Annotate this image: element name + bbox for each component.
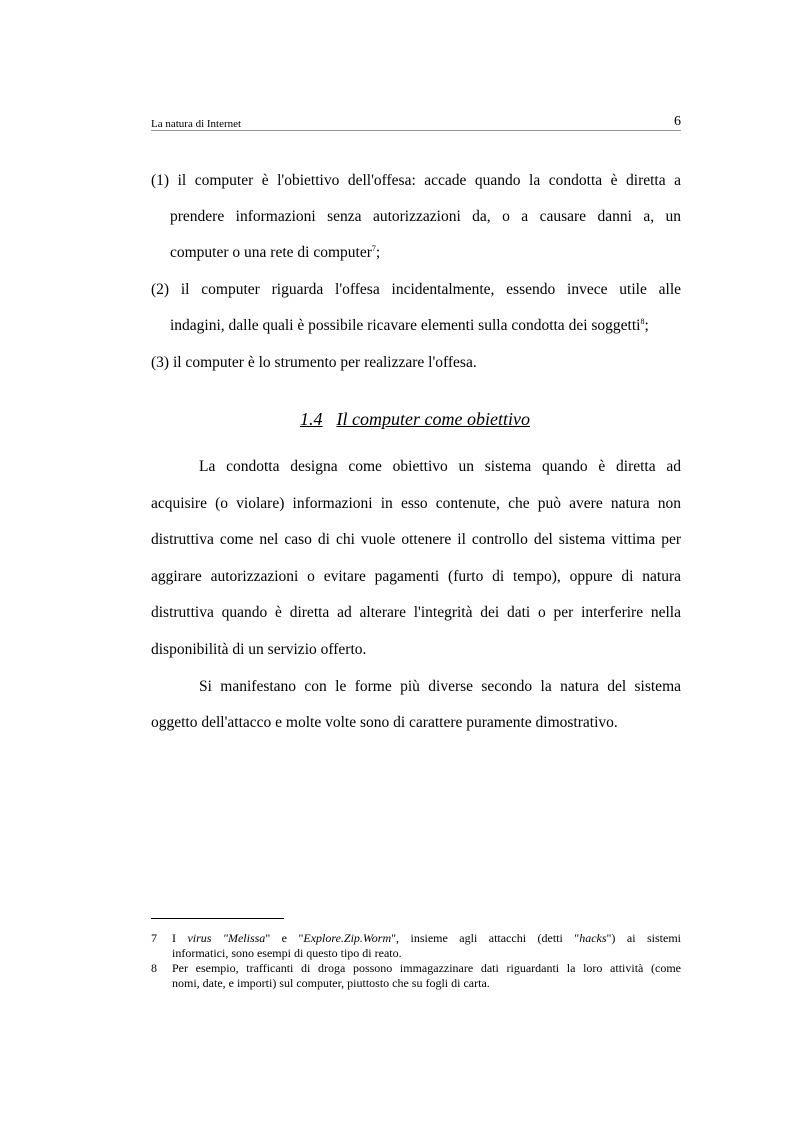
list-item-1-line-1: (1) il computer è l'obiettivo dell'offesa: accade quando la condotta è diretta a [151,172,681,189]
paragraph-1-line-4: aggirare autorizzazioni o evitare pagamenti (furto di tempo), oppure di natura [151,568,681,585]
paragraph-1-line-5: distruttiva quando è diretta ad alterare l'integrità dei dati o per interferire nella [151,604,681,621]
fn7-seg-a: I [172,931,188,945]
paragraph-1-line-6: disponibilità di un servizio offerto. [151,641,367,658]
paragraph-1-line-1-text: La condotta designa come obiettivo un sistema quando è diretta ad [199,458,681,475]
list-item-1-text: computer o una rete di computer [170,244,372,261]
section-number: 1.4 [300,409,323,429]
footnote-7-line-2: informatici, sono esempi di questo tipo di reato. [172,946,402,960]
fn7-virus: virus [187,931,212,945]
list-item-2-tail: ; [644,317,649,334]
list-item-2-line-1: (2) il computer riguarda l'offesa incidentalmente, essendo invece utile alle [151,281,681,298]
list-item-2-line-2 [170,316,681,336]
list-item-1-line-3 [170,243,681,263]
footnote-rule [151,918,284,919]
footnote-8-line-1: Per esempio, trafficanti di droga possono immagazzinare dati riguardanti la loro attività (come [172,961,681,975]
footnote-7-mark: 7 [151,931,157,945]
fn7-seg-e: ") ai sistemi [606,931,682,945]
page-number: 6 [674,114,681,129]
paragraph-1-line-3: distruttiva come nel caso di chi vuole ottenere il controllo del sistema vittima per [151,531,681,548]
paragraph-2-line-2: oggetto dell'attacco e molte volte sono di carattere puramente dimostrativo. [151,714,618,731]
section-heading [300,409,530,430]
fn7-seg-b: " [211,931,228,945]
paragraph-2-line-1-text: Si manifestano con le forme più diverse secondo la natura del sistema [199,678,681,695]
paragraph-1-line-2: acquisire (o violare) informazioni in esso contenute, che può avere natura non [151,495,681,512]
fn7-seg-c: " e " [265,931,304,945]
fn7-seg-d: ", insieme agli attacchi (detti " [391,931,580,945]
footnote-ref-8[interactable]: 8 [640,317,645,326]
footnote-ref-7[interactable]: 7 [371,244,376,253]
footnote-7-text [172,931,681,961]
fn7-explore: Explore.Zip.Worm [303,931,392,945]
fn7-hacks: hacks [579,931,607,945]
footnote-8-line-2: nomi, date, e importi) sul computer, piuttosto che su fogli di carta. [172,976,490,990]
list-item-1-line-2: prendere informazioni senza autorizzazioni da, o a causare danni a, un [170,208,681,225]
list-item-1-tail: ; [375,244,381,261]
list-item-3-line-1: (3) il computer è lo strumento per realizzare l'offesa. [151,354,477,371]
fn7-melissa: Melissa [227,931,266,945]
footnote-7-line-1 [172,931,681,946]
footnote-8-mark: 8 [151,961,157,975]
footnote-8-text [172,961,681,991]
paragraph-2-line-1 [151,677,681,697]
section-title: Il computer come obiettivo [336,409,530,429]
paragraph-1-line-1 [151,457,681,477]
header-rule [151,130,681,131]
running-title: La natura di Internet [151,118,242,130]
list-item-2-text: indagini, dalle quali è possibile ricavare elementi sulla condotta dei soggetti [170,317,641,334]
